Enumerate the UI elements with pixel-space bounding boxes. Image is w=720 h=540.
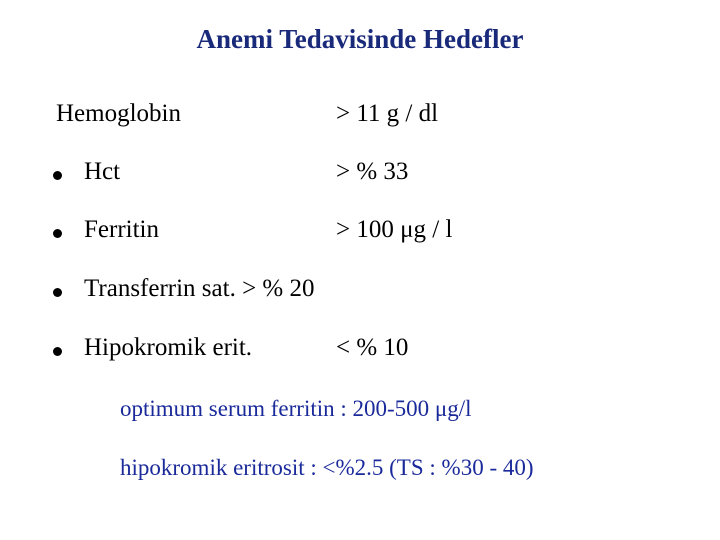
- row-transferrin: [0, 275, 720, 311]
- row-value: > 100 μg / l: [336, 216, 453, 243]
- row-hemoglobin: [0, 100, 720, 136]
- bullet-icon: [53, 288, 62, 297]
- page-title: Anemi Tedavisinde Hedefler: [196, 24, 524, 54]
- row-value: > % 33: [336, 158, 409, 185]
- row-label: Ferritin: [84, 216, 159, 243]
- row-label: Hipokromik erit.: [84, 334, 253, 361]
- row-label: Hct: [84, 158, 121, 185]
- bullet-icon: [53, 347, 62, 356]
- note-ferritin: optimum serum ferritin : 200-500 μg/l: [120, 396, 472, 421]
- row-label: Transferrin sat. > % 20: [84, 275, 315, 302]
- row-ferritin: [0, 216, 720, 252]
- row-value: > 11 g / dl: [336, 100, 439, 127]
- row-hct: [0, 158, 720, 194]
- row-value: < % 10: [336, 334, 409, 361]
- note-hipokromik: hipokromik eritrosit : <%2.5 (TS : %30 - 40): [120, 455, 534, 480]
- row-label: Hemoglobin: [56, 100, 181, 127]
- bullet-icon: [53, 229, 62, 238]
- bullet-icon: [53, 171, 62, 180]
- row-hipokromik: [0, 334, 720, 370]
